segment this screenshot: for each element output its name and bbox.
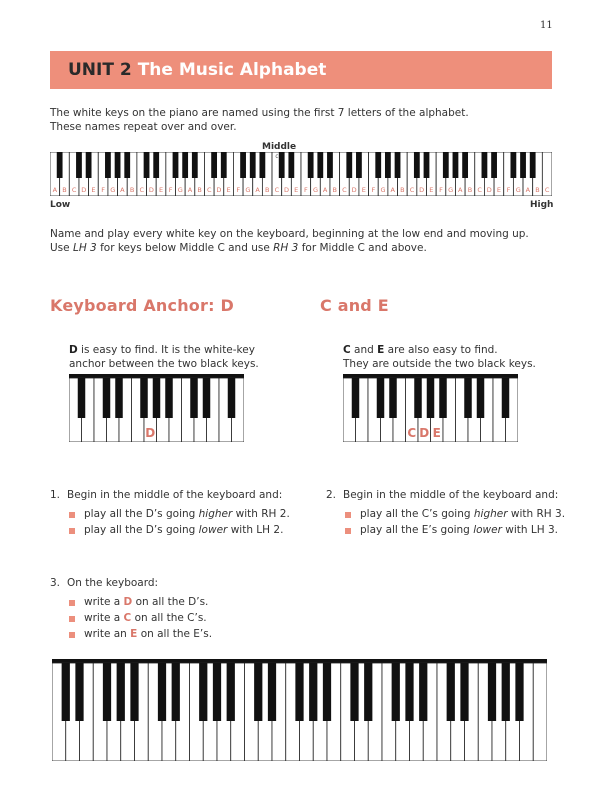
black-key[interactable] (530, 152, 536, 178)
key-letter: F (168, 186, 173, 194)
key-letter: F (439, 186, 443, 194)
key-letter: E (91, 186, 96, 194)
key-letter: D (284, 186, 290, 194)
exercise-3-item-2: write a C on all the C’s. (84, 612, 207, 624)
key-letter: B (62, 186, 67, 194)
exercise-3-item-1: write a D on all the D’s. (84, 596, 209, 608)
c-and-e-keyboard[interactable] (343, 374, 518, 442)
black-key[interactable] (350, 663, 358, 721)
key-letter: A (52, 186, 58, 194)
key-letter: B (129, 186, 135, 194)
black-key[interactable] (78, 378, 86, 418)
key-letter: D (148, 186, 154, 194)
rh3-text: RH 3 (273, 242, 299, 254)
black-key[interactable] (395, 152, 401, 178)
key-letter: E (226, 186, 231, 194)
low-label: Low (50, 200, 71, 210)
black-key[interactable] (510, 152, 516, 178)
black-key[interactable] (117, 663, 125, 721)
keyboard-top-bar (52, 659, 547, 663)
black-key[interactable] (443, 152, 449, 178)
bullet-icon (69, 632, 75, 638)
unit-banner (50, 51, 552, 89)
key-label: D (145, 426, 156, 440)
bullet-icon (69, 616, 75, 622)
key-letter: G (448, 186, 454, 194)
black-key[interactable] (86, 152, 92, 178)
black-key[interactable] (515, 663, 523, 721)
high-label: High (530, 200, 554, 210)
black-key[interactable] (140, 378, 148, 418)
black-key[interactable] (279, 152, 285, 178)
blank-keyboard[interactable] (52, 659, 547, 761)
black-key[interactable] (173, 152, 179, 178)
black-key[interactable] (520, 152, 526, 178)
black-key[interactable] (502, 378, 510, 418)
bullet-icon (69, 528, 75, 534)
unit-label: UNIT 2 (68, 60, 132, 80)
black-key[interactable] (165, 378, 173, 418)
black-key[interactable] (75, 663, 83, 721)
key-letter: A (525, 186, 531, 194)
black-key[interactable] (414, 152, 420, 178)
key-letter: A (458, 186, 463, 194)
black-key[interactable] (103, 378, 111, 418)
anchor-d-line-2: anchor between the two black keys. (69, 358, 259, 370)
black-key[interactable] (502, 663, 510, 721)
lh3-text: LH 3 (72, 242, 97, 254)
black-key[interactable] (158, 663, 166, 721)
exercise-1-item-2: play all the D’s going lower with LH 2. (84, 524, 284, 536)
black-key[interactable] (130, 663, 138, 721)
black-key[interactable] (453, 152, 459, 178)
black-key[interactable] (323, 663, 331, 721)
key-letter: B (197, 186, 202, 194)
key-letter: D (351, 186, 357, 194)
c-and-e-line-2: They are outside the two black keys. (343, 358, 536, 370)
c-and-e-text (343, 343, 536, 371)
black-key[interactable] (364, 663, 372, 721)
key-letter: C (477, 186, 482, 194)
black-key[interactable] (356, 152, 362, 178)
key-letter: B (467, 186, 473, 194)
black-key[interactable] (439, 378, 447, 418)
c-letter: C (343, 344, 351, 356)
exercise-2-intro: 2. Begin in the middle of the keyboard and: (326, 489, 559, 501)
exercise-3-intro: 3. On the keyboard: (50, 577, 159, 589)
page-number: 11 (540, 20, 553, 31)
black-key[interactable] (221, 152, 227, 178)
key-letter: C (71, 186, 77, 194)
key-letter: A (255, 186, 260, 194)
black-key[interactable] (213, 663, 221, 721)
black-key[interactable] (203, 378, 211, 418)
exercise-3-item-3: write an E on all the E’s. (84, 628, 213, 640)
key-letter: C (274, 186, 280, 194)
black-key[interactable] (462, 152, 468, 178)
bullet-icon (69, 512, 75, 518)
black-key[interactable] (327, 152, 333, 178)
key-letter: D (216, 186, 222, 194)
black-key[interactable] (192, 152, 198, 178)
key-letter: E (496, 186, 501, 194)
key-letter: G (245, 186, 251, 194)
key-letter: B (535, 186, 540, 194)
black-key[interactable] (447, 663, 455, 721)
exercise-1-intro: 1. Begin in the middle of the keyboard and: (50, 489, 283, 501)
instructions-text (50, 227, 529, 255)
black-key[interactable] (385, 152, 391, 178)
key-letter: D (486, 186, 492, 194)
d-letter: D (69, 344, 78, 356)
key-letter: A (187, 186, 193, 194)
exercise-1-item-1: play all the D’s going higher with RH 2. (84, 508, 290, 520)
key-letter: C (544, 186, 550, 194)
exercise-2-item-2: play all the E’s going lower with LH 3. (360, 524, 558, 536)
instructions-line-2: Use LH 3 for keys below Middle C and use RH 3 for Middle C and above. (50, 242, 427, 254)
c-and-e-line-1: C and E are also easy to find. (343, 344, 498, 356)
anchor-d-heading: Keyboard Anchor: D (50, 296, 234, 315)
black-key[interactable] (199, 663, 207, 721)
white-key-c[interactable] (533, 663, 547, 761)
black-key[interactable] (76, 152, 82, 178)
black-key[interactable] (375, 152, 381, 178)
key-letter: C (139, 186, 144, 194)
black-key[interactable] (211, 152, 217, 178)
bullet-icon (69, 600, 75, 606)
black-key[interactable] (460, 663, 468, 721)
unit-title: The Music Alphabet (137, 60, 327, 80)
black-key[interactable] (309, 663, 317, 721)
key-letter: A (322, 186, 328, 194)
black-key[interactable] (254, 663, 262, 721)
black-key[interactable] (115, 152, 121, 178)
key-label: E (432, 426, 441, 440)
middle-c-marker: C (275, 154, 279, 159)
black-key[interactable] (182, 152, 188, 178)
c-and-e-heading: C and E (320, 296, 389, 315)
key-letter: E (429, 186, 434, 194)
intro-line-1: The white keys on the piano are named using the first 7 letters of the alphabet. (50, 107, 469, 119)
black-key[interactable] (250, 152, 256, 178)
black-key[interactable] (103, 663, 111, 721)
black-key[interactable] (464, 378, 472, 418)
key-letter: E (294, 186, 299, 194)
black-key[interactable] (105, 152, 111, 178)
key-letter: F (371, 186, 376, 194)
exercise-2-item-1: play all the C’s going higher with RH 3. (360, 508, 566, 520)
key-label: D (419, 426, 430, 440)
key-letter: E (158, 186, 164, 194)
instructions-line-1: Name and play every white key on the keyboard, beginning at the low end and moving up. (50, 228, 529, 240)
key-letter: A (120, 186, 125, 194)
key-letter: F (303, 186, 308, 194)
key-letter: F (506, 186, 511, 194)
black-key[interactable] (419, 663, 427, 721)
black-key[interactable] (190, 378, 198, 418)
intro-text (50, 106, 469, 134)
black-key[interactable] (352, 378, 360, 418)
black-key[interactable] (153, 378, 161, 418)
black-key[interactable] (115, 378, 123, 418)
key-letter: G (380, 186, 386, 194)
key-letter: F (101, 186, 105, 194)
anchor-d-keyboard[interactable] (69, 374, 244, 442)
black-key[interactable] (240, 152, 246, 178)
black-key[interactable] (288, 152, 294, 178)
key-letter: F (236, 186, 241, 194)
black-key[interactable] (124, 152, 130, 178)
key-letter: C (342, 186, 347, 194)
key-letter: G (515, 186, 521, 194)
black-key[interactable] (308, 152, 314, 178)
anchor-d-text (69, 343, 259, 371)
key-letter: G (110, 186, 116, 194)
black-key[interactable] (482, 152, 488, 178)
black-key[interactable] (477, 378, 485, 418)
black-key[interactable] (424, 152, 430, 178)
black-key[interactable] (392, 663, 400, 721)
key-letter: D (81, 186, 87, 194)
intro-line-2: These names repeat over and over. (50, 121, 237, 133)
key-letter: G (177, 186, 183, 194)
black-key[interactable] (427, 378, 435, 418)
key-letter: E (361, 186, 366, 194)
black-key[interactable] (62, 663, 70, 721)
key-letter: B (264, 186, 270, 194)
black-key[interactable] (488, 663, 496, 721)
anchor-d-line-1: D is easy to find. It is the white-key (69, 344, 255, 356)
black-key[interactable] (144, 152, 150, 178)
key-letter: B (400, 186, 405, 194)
key-letter: C (207, 186, 212, 194)
key-letter: A (390, 186, 395, 194)
black-key[interactable] (259, 152, 265, 178)
key-letter: G (312, 186, 319, 194)
black-key[interactable] (389, 378, 397, 418)
e-letter: E (377, 344, 385, 356)
bullet-icon (345, 512, 351, 518)
keyboard-top-bar (343, 374, 518, 378)
keyboard-top-bar (69, 374, 244, 378)
black-key[interactable] (346, 152, 352, 178)
full-keyboard[interactable] (50, 152, 552, 196)
middle-label: Middle (262, 142, 297, 152)
key-label: C (407, 426, 417, 440)
key-letter: B (332, 186, 338, 194)
black-key[interactable] (228, 378, 236, 418)
black-key[interactable] (57, 152, 63, 178)
black-key[interactable] (405, 663, 413, 721)
black-key[interactable] (414, 378, 422, 418)
black-key[interactable] (295, 663, 303, 721)
bullet-icon (345, 528, 351, 534)
black-key[interactable] (491, 152, 497, 178)
black-key[interactable] (227, 663, 235, 721)
key-letter: C (409, 186, 415, 194)
black-key[interactable] (172, 663, 180, 721)
black-key[interactable] (268, 663, 276, 721)
key-letter: D (419, 186, 425, 194)
black-key[interactable] (153, 152, 159, 178)
black-key[interactable] (317, 152, 323, 178)
black-key[interactable] (377, 378, 385, 418)
